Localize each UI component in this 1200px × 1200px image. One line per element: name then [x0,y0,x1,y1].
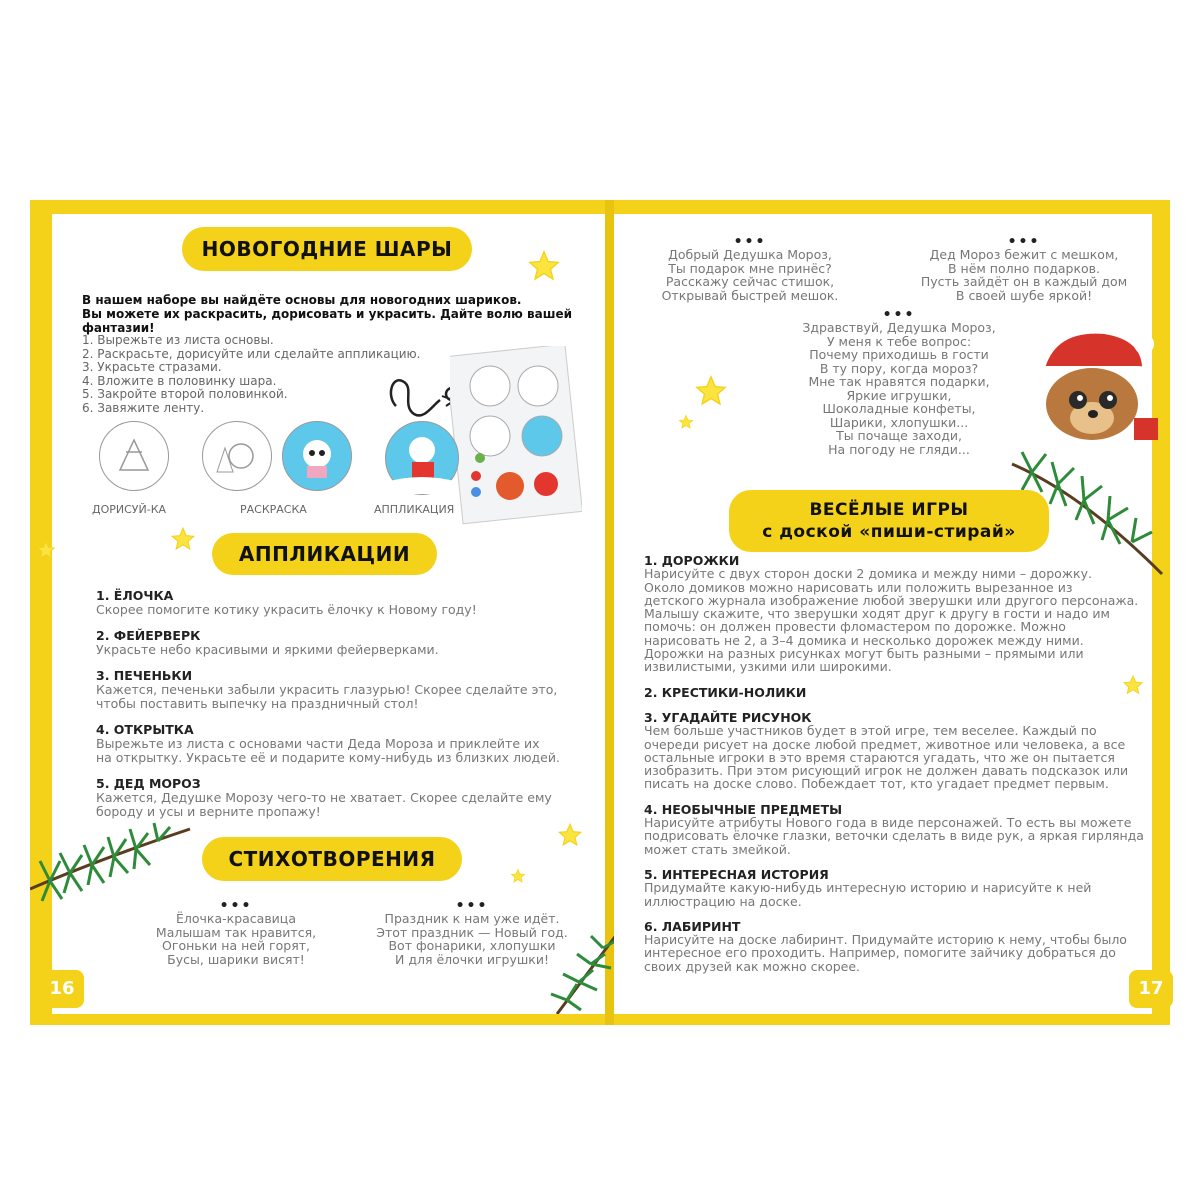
star-icon [527,249,561,283]
section-title-balls-text: НОВОГОДНИЕ ШАРЫ [201,237,453,261]
star-icon [678,414,694,430]
poem-1-line-1: Ёлочка-красавица [176,911,296,926]
poem-4-line-4: В своей шубе яркой! [955,287,1093,303]
poem-4 [914,236,1134,302]
poem-4-line-3: Пусть зайдёт он в каждый дом [920,274,1128,289]
ball-label-draw: ДОРИСУЙ-КА [92,503,167,516]
section-title-poems-text: СТИХОТВОРЕНИЯ [228,847,436,871]
game-item-3 [644,711,1154,791]
ornament-ball-applique [385,421,459,495]
poem-5-line-8: Шарики, хлопушки... [829,414,969,430]
application-body-3-line-2: чтобы поставить выпечку на праздничный стол! [96,696,419,711]
game-1-line-7: Дорожки на разных рисунках могут быть разными – прямыми или [644,646,1084,662]
step-5: 5. Закройте второй половинкой. [82,387,288,401]
poem-2-line-3: Вот фонарики, хлопушки [388,938,556,953]
game-item-5 [644,868,1154,908]
poem-dots: ••• [733,234,767,250]
steps-list [82,334,422,415]
poem-5-line-4: В ту пору, когда мороз? [819,360,979,376]
section-title-games [729,490,1049,552]
game-head-6: 6. ЛАБИРИНТ [644,918,741,934]
poem-dots: ••• [455,898,489,914]
application-body-4-line-1: Вырежьте из листа с основами части Деда Мороза и приклейте их [96,736,540,751]
intro-line-1: В нашем наборе вы найдёте основы для новогодних шариков. [82,293,522,307]
poem-3 [650,236,850,302]
game-1-line-6: нарисовать не 2, а 3–4 домика и несколько дорожек между ними. [644,632,1084,648]
application-item-3 [96,669,596,711]
game-item-6 [644,920,1154,973]
right-page [614,214,1164,1014]
open-book [30,200,1170,1025]
step-3: 3. Украсьте стразами. [82,360,222,374]
poem-4-line-2: В нём полно подарков. [947,260,1100,276]
poem-3-line-2: Ты подарок мне принёс? [668,260,832,276]
star-icon [170,526,196,552]
game-1-line-2: Около домиков можно нарисовать или положить вырезанное из [644,579,1073,595]
intro-text [82,293,602,335]
ball-label-applique: АППЛИКАЦИЯ [374,503,455,516]
step-1: 1. Вырежьте из листа основы. [82,333,274,347]
game-1-line-4: Малышу скажите, что зверушки ходят друг к другу в гости и надо им [644,606,1110,622]
section-title-poems [202,837,462,881]
poem-2 [372,900,572,966]
poem-3-line-4: Открывай быстрей мешок. [661,287,839,303]
application-item-2 [96,629,596,657]
game-head-5: 5. ИНТЕРЕСНАЯ ИСТОРИЯ [644,866,829,882]
poem-3-line-3: Расскажу сейчас стишок, [665,274,835,289]
poem-2-line-2: Этот праздник — Новый год. [376,924,568,940]
game-6-line-1: Нарисуйте на доске лабиринт. Придумайте историю к нему, чтобы было [644,932,1127,948]
star-icon [557,822,583,848]
poem-1 [136,900,336,966]
game-5-line-2: иллюстрацию на доске. [644,893,802,909]
games-list [644,554,1154,973]
game-3-line-5: писать на доске слово. Побеждает тот, кто угадает предмет первым. [644,776,1109,792]
application-item-1 [96,589,596,617]
game-head-1: 1. ДОРОЖКИ [644,553,740,568]
section-title-balls [182,227,472,271]
book-spine [605,200,614,1025]
game-4-line-2: подрисовать ёлочке глазки, веточки сделать в виде рук, а яркая гирлянда [644,828,1144,844]
application-head-1: 1. ЁЛОЧКА [96,588,174,603]
poem-1-line-2: Малышам так нравится, [155,924,317,940]
application-body-1-line-1: Скорее помогите котику украсить ёлочку к Новому году! [96,602,477,617]
poem-1-line-3: Огоньки на ней горят, [162,938,310,953]
game-item-4 [644,803,1154,856]
ball-label-coloring: РАСКРАСКА [240,503,307,516]
poem-5-line-3: Почему приходишь в гости [809,347,989,362]
section-title-games-line-2: с доской «пиши-стирай» [762,522,1016,542]
game-6-line-3: своих друзей как можно скорее. [644,958,861,974]
section-title-games-line-1: ВЕСЁЛЫЕ ИГРЫ [809,500,969,520]
left-page [49,214,605,1014]
poem-2-line-1: Праздник к нам уже идёт. [384,911,560,926]
poem-4-line-1: Дед Мороз бежит с мешком, [929,247,1119,262]
game-item-2 [644,686,1154,699]
game-1-line-8: извилистыми, узкими или широкими. [644,659,892,675]
game-1-line-5: помочь: он должен провести фломастером по дорожке. Можно [644,619,1066,635]
intro-line-2: Вы можете их раскрасить, дорисовать и украсить. Дайте волю вашей фантазии! [82,307,573,335]
section-title-applications-text: АППЛИКАЦИИ [238,542,411,566]
poem-2-line-4: И для ёлочки игрушки! [395,951,549,967]
step-2: 2. Раскрасьте, дорисуйте или сделайте аппликацию. [82,346,421,361]
application-body-5-line-1: Кажется, Дедушке Морозу чего-то не хватает. Скорее сделайте ему [96,790,552,805]
star-icon [694,374,728,408]
ornament-sheet-image [450,346,582,526]
game-3-line-1: Чем больше участников будет в этой игре, тем веселее. Каждый по [644,723,1097,739]
application-head-4: 4. ОТКРЫТКА [96,722,194,737]
poem-5-line-10: На погоду не гляди... [828,441,970,457]
application-body-2-line-1: Украсьте небо красивыми и яркими фейерверками. [96,642,439,657]
game-4-line-3: может стать змейкой. [644,841,791,857]
step-4: 4. Вложите в половинку шара. [82,373,277,388]
poem-5-line-7: Шоколадные конфеты, [822,401,976,416]
ornament-ball-coloring [202,421,272,491]
poem-5-line-6: Яркие игрушки, [846,387,952,403]
star-icon [36,540,56,560]
star-icon [510,868,526,884]
game-4-line-1: Нарисуйте атрибуты Нового года в виде персонажей. То есть вы можете [644,815,1132,831]
page-number-right: 17 [1129,970,1173,1008]
game-3-line-4: изобразить. При этом рисующий игрок не должен давать подсказок или [644,763,1129,779]
application-item-4 [96,723,596,765]
ornament-ball-draw [99,421,169,491]
game-5-line-1: Придумайте какую-нибудь интересную историю и нарисуйте к ней [644,880,1092,896]
game-item-1 [644,554,1154,674]
game-6-line-2: интересное его проходить. Например, помогите зайчику добраться до [644,945,1116,961]
poem-5-line-1: Здравствуй, Дедушка Мороз, [802,320,996,335]
game-3-line-2: очереди рисует на доске любой предмет, животное или человека, а все [644,736,1126,752]
step-6: 6. Завяжите ленту. [82,400,205,415]
game-head-4: 4. НЕОБЫЧНЫЕ ПРЕДМЕТЫ [644,801,843,817]
poem-5-line-9: Ты почаще заходи, [836,428,962,443]
game-3-line-3: остальные игроки в это время стараются угадать, что же он пытается [644,749,1115,765]
application-head-5: 5. ДЕД МОРОЗ [96,776,201,791]
poem-5-line-2: У меня к тебе вопрос: [826,333,972,349]
application-head-3: 3. ПЕЧЕНЬКИ [96,668,193,683]
game-1-line-3: детского журнала изображение любой зверушки или другого персонажа. [644,592,1139,608]
poem-3-line-1: Добрый Дедушка Мороз, [668,247,832,262]
poem-5-line-5: Мне так нравятся подарки, [808,374,990,389]
application-body-4-line-2: на открытку. Украсьте её и подарите кому-нибудь из близких людей. [96,750,560,765]
section-title-applications [212,533,437,575]
game-1-line-1: Нарисуйте с двух сторон доски 2 домика и между ними – дорожку. [644,566,1092,582]
poem-5 [794,309,1004,456]
application-body-3-line-1: Кажется, печеньки забыли украсить глазурью! Скорее сделайте это, [96,682,558,697]
poem-1-line-4: Бусы, шарики висят! [167,951,305,967]
game-head-2: 2. КРЕСТИКИ-НОЛИКИ [644,684,807,700]
poem-dots: ••• [219,898,253,914]
poem-dots: ••• [1007,234,1041,250]
poem-dots: ••• [882,307,916,323]
applications-list [96,589,596,819]
application-head-2: 2. ФЕЙЕРВЕРК [96,628,201,643]
application-body-5-line-2: бороду и усы и верните пропажу! [96,804,321,819]
ornament-ball-coloring-2 [282,421,352,491]
game-head-3: 3. УГАДАЙТЕ РИСУНОК [644,709,812,725]
star-icon [1122,674,1144,696]
page-number-left: 16 [40,970,84,1008]
